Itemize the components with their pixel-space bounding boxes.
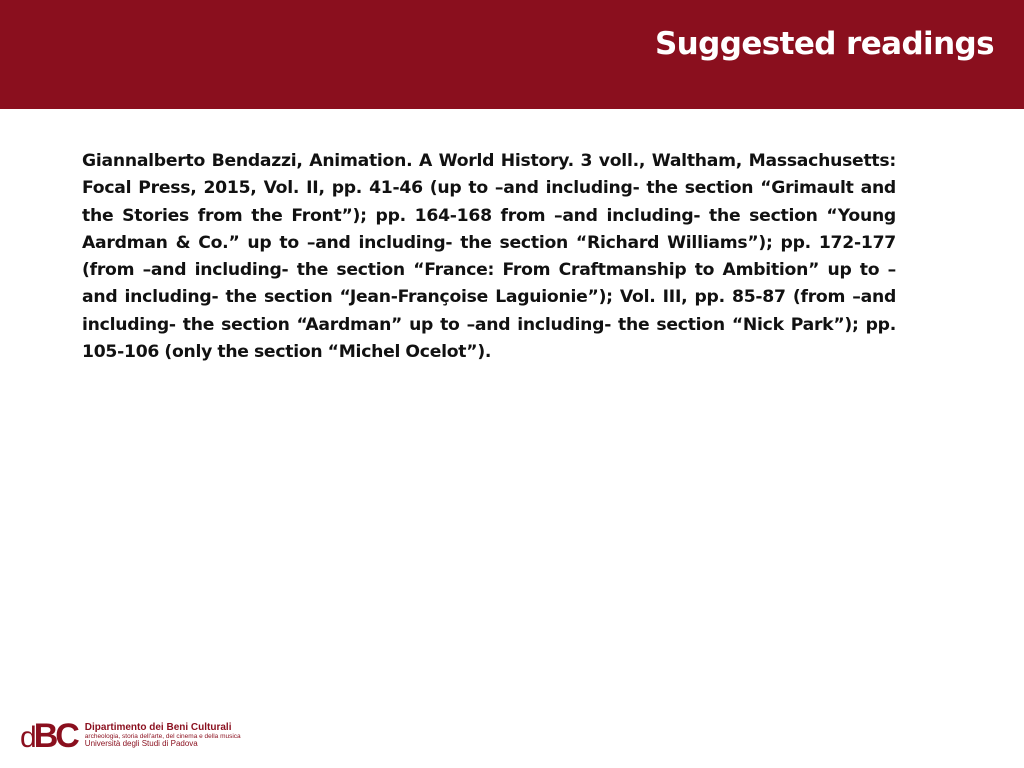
reference-text: Giannalberto Bendazzi, Animation. A World History. 3 voll., Waltham, Massachusetts: Focal Press, 2015, Vol. II, pp. 41-46 (up to –and including- the section “Grimault and the Stories from the Front”); pp. 164-168 from –and including- the section “Young Aardman & Co.” up to –and including- the section “Richard Williams”); pp. 172-177 (from –and including- the section “France: From Craftmanship to Ambition” up to – and including- the section “Jean-Françoise Laguionie”); Vol. III, pp. 85-87 (from –and including- the section “Aardman” up to –and including- the section “Nick Park”); pp. 105-106 (only the section “Michel Ocelot”). [82,151,896,363]
logo-department-name: Dipartimento dei Beni Culturali [84,722,232,734]
logo-mark-d: d [20,721,34,754]
logo-department-subtitle: archeologia, storia dell'arte, del cinema e della musica [84,732,241,740]
logo-text [85,723,241,749]
logo-mark [20,719,77,753]
logo-mark-bc: BC [33,717,77,755]
slide-title: Suggested readings [654,26,994,62]
department-logo [20,718,260,754]
header-bar [0,0,1024,109]
logo-university-name: Università degli Studi di Padova [84,739,198,749]
